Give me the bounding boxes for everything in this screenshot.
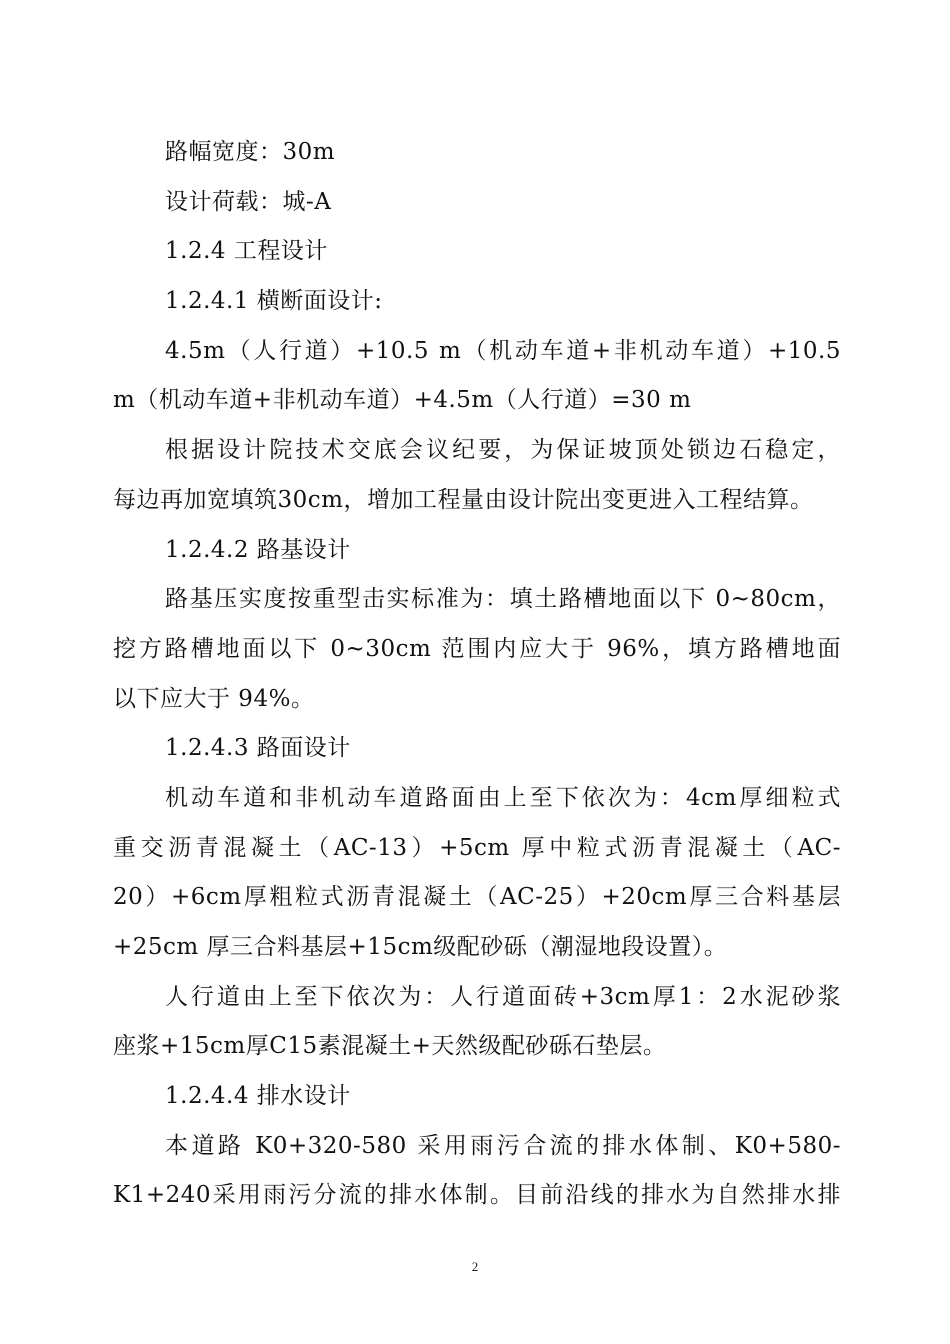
- paragraph-line: 每边再加宽填筑30cm，增加工程量由设计院出变更进入工程结算。: [113, 486, 814, 513]
- paragraph-line: 座浆+15cm厚C15素混凝土+天然级配砂砾石垫层。: [113, 1033, 667, 1060]
- section-heading-drainage-design: 1.2.4.4 排水设计: [165, 1083, 351, 1110]
- paragraph-line: 机动车道和非机动车道路面由上至下依次为：4cm厚细粒式: [165, 784, 841, 811]
- section-heading-cross-section-design: 1.2.4.1 横断面设计:: [165, 288, 383, 315]
- paragraph-line: 人行道由上至下依次为：人行道面砖+3cm厚1：2水泥砂浆: [165, 983, 841, 1010]
- road-width-line: 路幅宽度：30m: [165, 139, 336, 165]
- section-heading-pavement-design: 1.2.4.3 路面设计: [165, 735, 351, 762]
- paragraph-line: 根据设计院技术交底会议纪要，为保证坡顶处锁边石稳定，: [165, 437, 841, 464]
- paragraph-line: 挖方路槽地面以下 0~30cm 范围内应大于 96%，填方路槽地面: [113, 635, 841, 662]
- page-number: 2: [471, 1259, 479, 1274]
- paragraph-line: K1+240采用雨污分流的排水体制。目前沿线的排水为自然排水排: [113, 1182, 841, 1209]
- document-body: [113, 128, 841, 1221]
- section-heading-subgrade-design: 1.2.4.2 路基设计: [165, 536, 351, 563]
- paragraph-line: 路基压实度按重型击实标准为：填土路槽地面以下 0~80cm，: [165, 586, 841, 613]
- paragraph-line: 20）+6cm厚粗粒式沥青混凝土（AC-25）+20cm厚三合料基层: [113, 884, 841, 911]
- paragraph-line: 4.5m（人行道）+10.5 m（机动车道+非机动车道）+10.5: [165, 337, 841, 364]
- design-load-line: 设计荷载：城-A: [165, 188, 332, 215]
- paragraph-line: m（机动车道+非机动车道）+4.5m（人行道）=30 m: [113, 387, 692, 414]
- paragraph-line: 重交沥青混凝土（AC-13）+5cm 厚中粒式沥青混凝土（AC-: [113, 834, 841, 861]
- paragraph-line: +25cm 厚三合料基层+15cm级配砂砾（潮湿地段设置）。: [113, 934, 728, 960]
- paragraph-line: 本道路 K0+320-580 采用雨污合流的排水体制、K0+580-: [165, 1132, 841, 1159]
- section-heading-engineering-design: 1.2.4 工程设计: [165, 238, 328, 265]
- paragraph-line: 以下应大于 94%。: [113, 685, 315, 712]
